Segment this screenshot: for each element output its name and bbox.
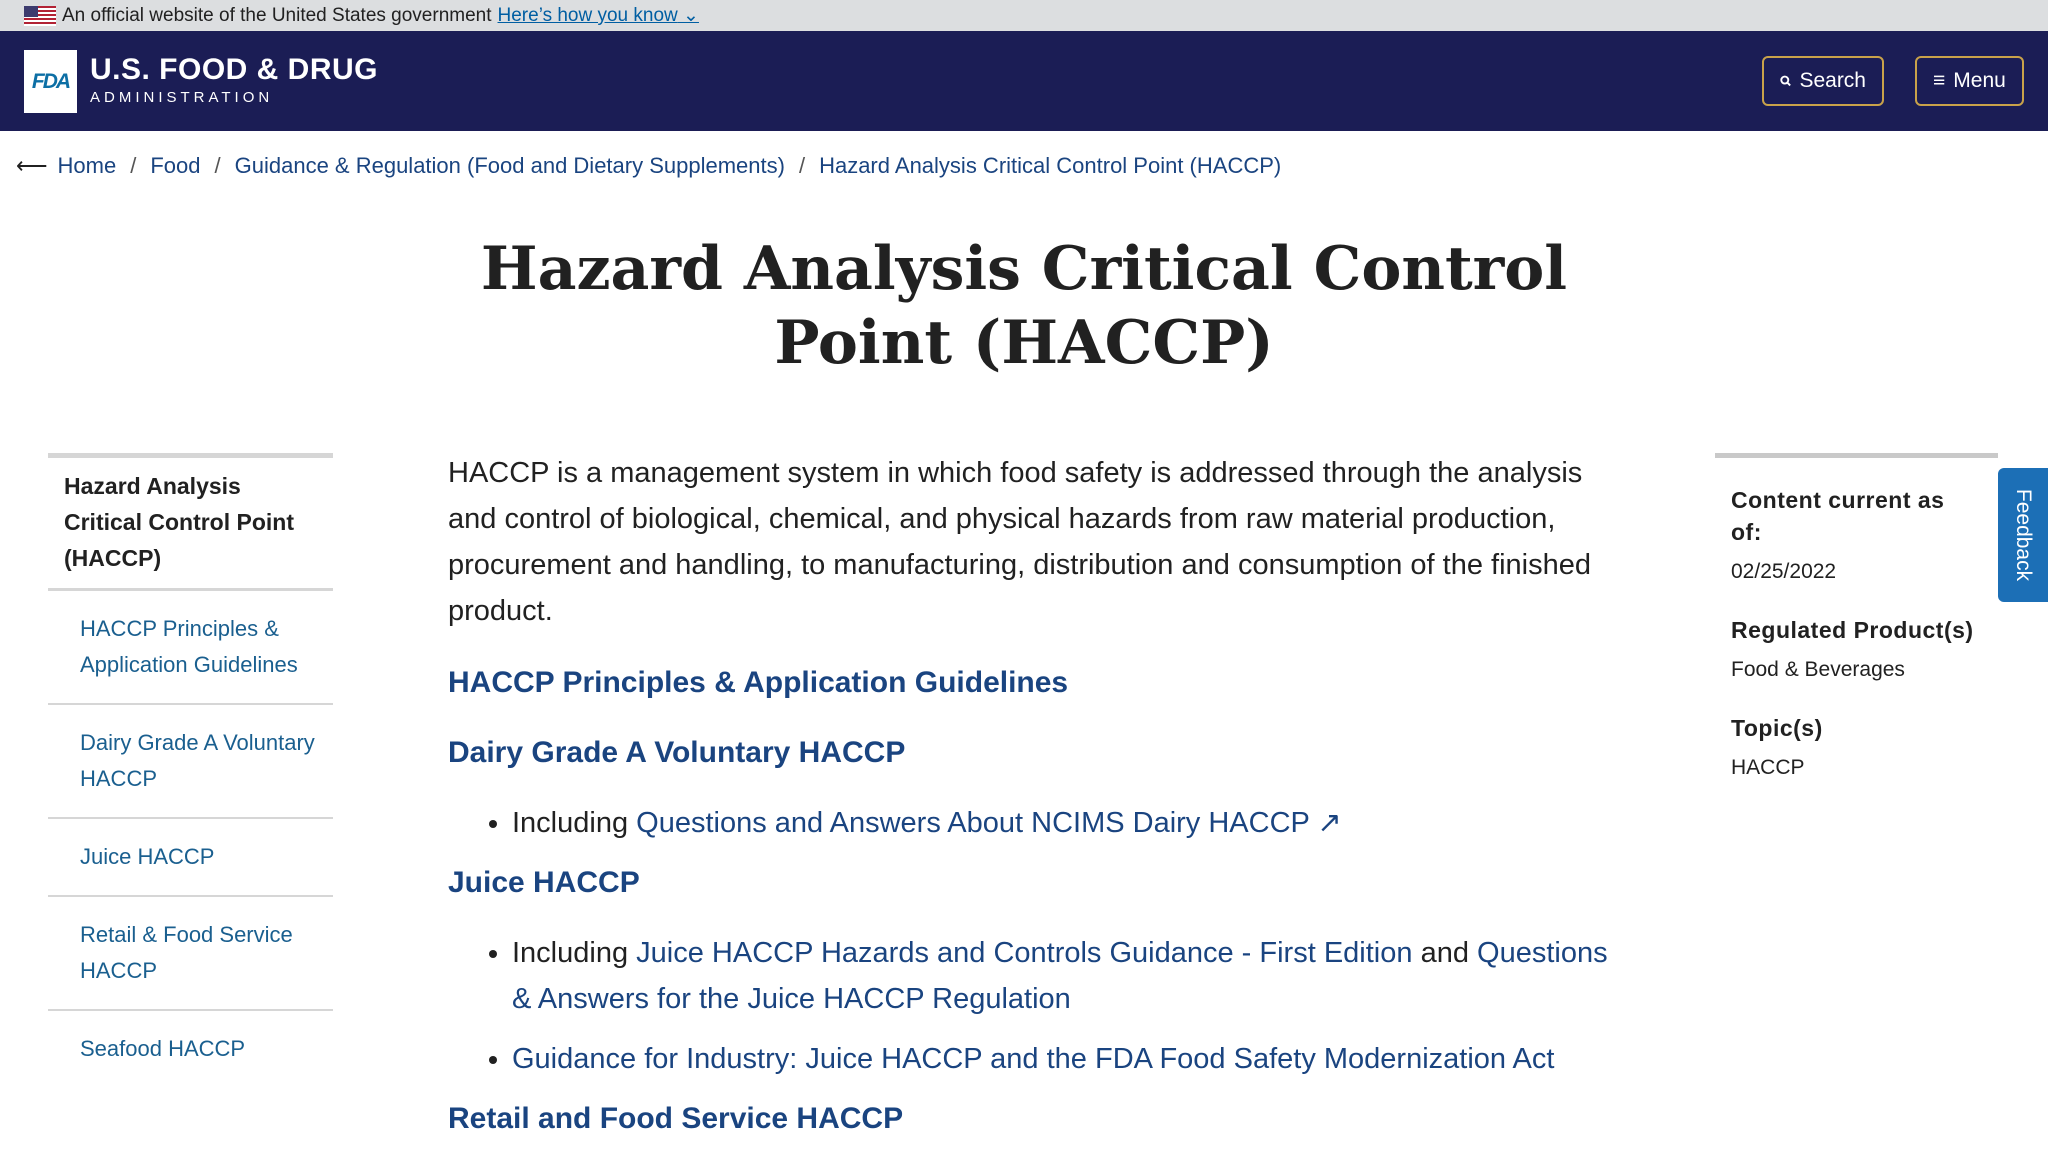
feedback-label: Feedback (2012, 488, 2036, 582)
principles-link[interactable]: HACCP Principles & Application Guidelines (448, 666, 1069, 699)
breadcrumb: ⟵ Home / Food / Guidance & Regulation (Food and Dietary Supplements) / Hazard Analysis Critical Control Point (HACCP) (16, 153, 1282, 178)
topics-value: HACCP (1731, 756, 1805, 779)
gov-banner-text: An official website of the United States government (62, 4, 492, 26)
search-icon (1780, 72, 1791, 90)
dairy-list (512, 800, 1608, 846)
juice-hazards-guidance-link[interactable]: Juice HACCP Hazards and Controls Guidance - First Edition (636, 937, 1413, 969)
breadcrumb-guidance[interactable]: Guidance & Regulation (Food and Dietary Supplements) (234, 153, 785, 178)
retail-link[interactable]: Retail and Food Service HACCP (448, 1102, 904, 1135)
search-label: Search (1799, 69, 1866, 92)
intro-paragraph: HACCP is a management system in which food safety is addressed through the analysis and control of biological, chemical, and physical hazards from raw material production, procurement and handling, to manufacturing, distribution and consumption of the finished product. (448, 457, 1591, 627)
section-nav (48, 453, 333, 1087)
nav-item-seafood[interactable]: Seafood HACCP (80, 1036, 246, 1061)
site-header (0, 31, 2048, 131)
ncims-qa-link[interactable]: Questions and Answers About NCIMS Dairy HACCP (636, 807, 1310, 839)
topics-label: Topic(s) (1731, 715, 1823, 741)
page-title: Hazard Analysis Critical Control Point (HACCP) (480, 234, 1568, 378)
menu-button[interactable] (1915, 56, 2024, 106)
feedback-tab[interactable] (1998, 468, 2048, 602)
list-item: • Including Questions and Answers About NCIMS Dairy HACCP ↗ (512, 800, 1608, 846)
current-as-of-label: Content current as of: (1731, 487, 1945, 545)
list-item: • Including Juice HACCP Hazards and Controls Guidance - First Edition and Questions & Answers for the Juice HACCP Regulation (512, 930, 1608, 1022)
nav-item-principles[interactable]: HACCP Principles & Application Guidelines (48, 591, 333, 705)
juice-list (512, 930, 1608, 1082)
menu-label: Menu (1953, 69, 2006, 92)
gov-banner (0, 0, 2048, 31)
regulated-products-value: Food & Beverages (1731, 658, 1905, 681)
current-as-of-value: 02/25/2022 (1731, 560, 1837, 583)
nav-item-dairy[interactable]: Dairy Grade A Voluntary HACCP (48, 705, 333, 819)
external-link-icon: ↗ (1317, 807, 1342, 839)
brand-subtitle: ADMINISTRATION (90, 89, 274, 106)
nav-item-juice[interactable]: Juice HACCP (48, 819, 333, 897)
fda-logo[interactable]: FDA (24, 50, 77, 113)
juice-link[interactable]: Juice HACCP (448, 866, 640, 899)
search-button[interactable] (1762, 56, 1884, 106)
content-info (1715, 453, 1998, 836)
list-item (512, 1036, 1608, 1082)
us-flag-icon (24, 6, 56, 26)
breadcrumb-haccp[interactable]: Hazard Analysis Critical Control Point (HACCP) (819, 153, 1282, 178)
section-nav-title[interactable]: Hazard Analysis Critical Control Point (HACCP) (48, 458, 333, 591)
back-arrow-icon: ⟵ (16, 153, 48, 178)
juice-fsma-guidance-link[interactable]: Guidance for Industry: Juice HACCP and the FDA Food Safety Modernization Act (512, 1043, 1555, 1075)
hamburger-icon: ≡ (1933, 69, 1946, 92)
breadcrumb-food[interactable]: Food (150, 153, 201, 178)
nav-item-retail[interactable]: Retail & Food Service HACCP (48, 897, 333, 1011)
how-you-know-link[interactable]: Here’s how you know ⌄ (497, 5, 699, 26)
brand-name[interactable]: U.S. FOOD & DRUG (90, 53, 379, 86)
juice-qa-link[interactable]: Questions & Answers for the Juice HACCP Regulation (512, 937, 1608, 1015)
dairy-link[interactable]: Dairy Grade A Voluntary HACCP (448, 736, 906, 769)
regulated-products-label: Regulated Product(s) (1731, 617, 1974, 643)
main-content (448, 450, 1608, 1142)
breadcrumb-home[interactable]: Home (57, 153, 117, 178)
